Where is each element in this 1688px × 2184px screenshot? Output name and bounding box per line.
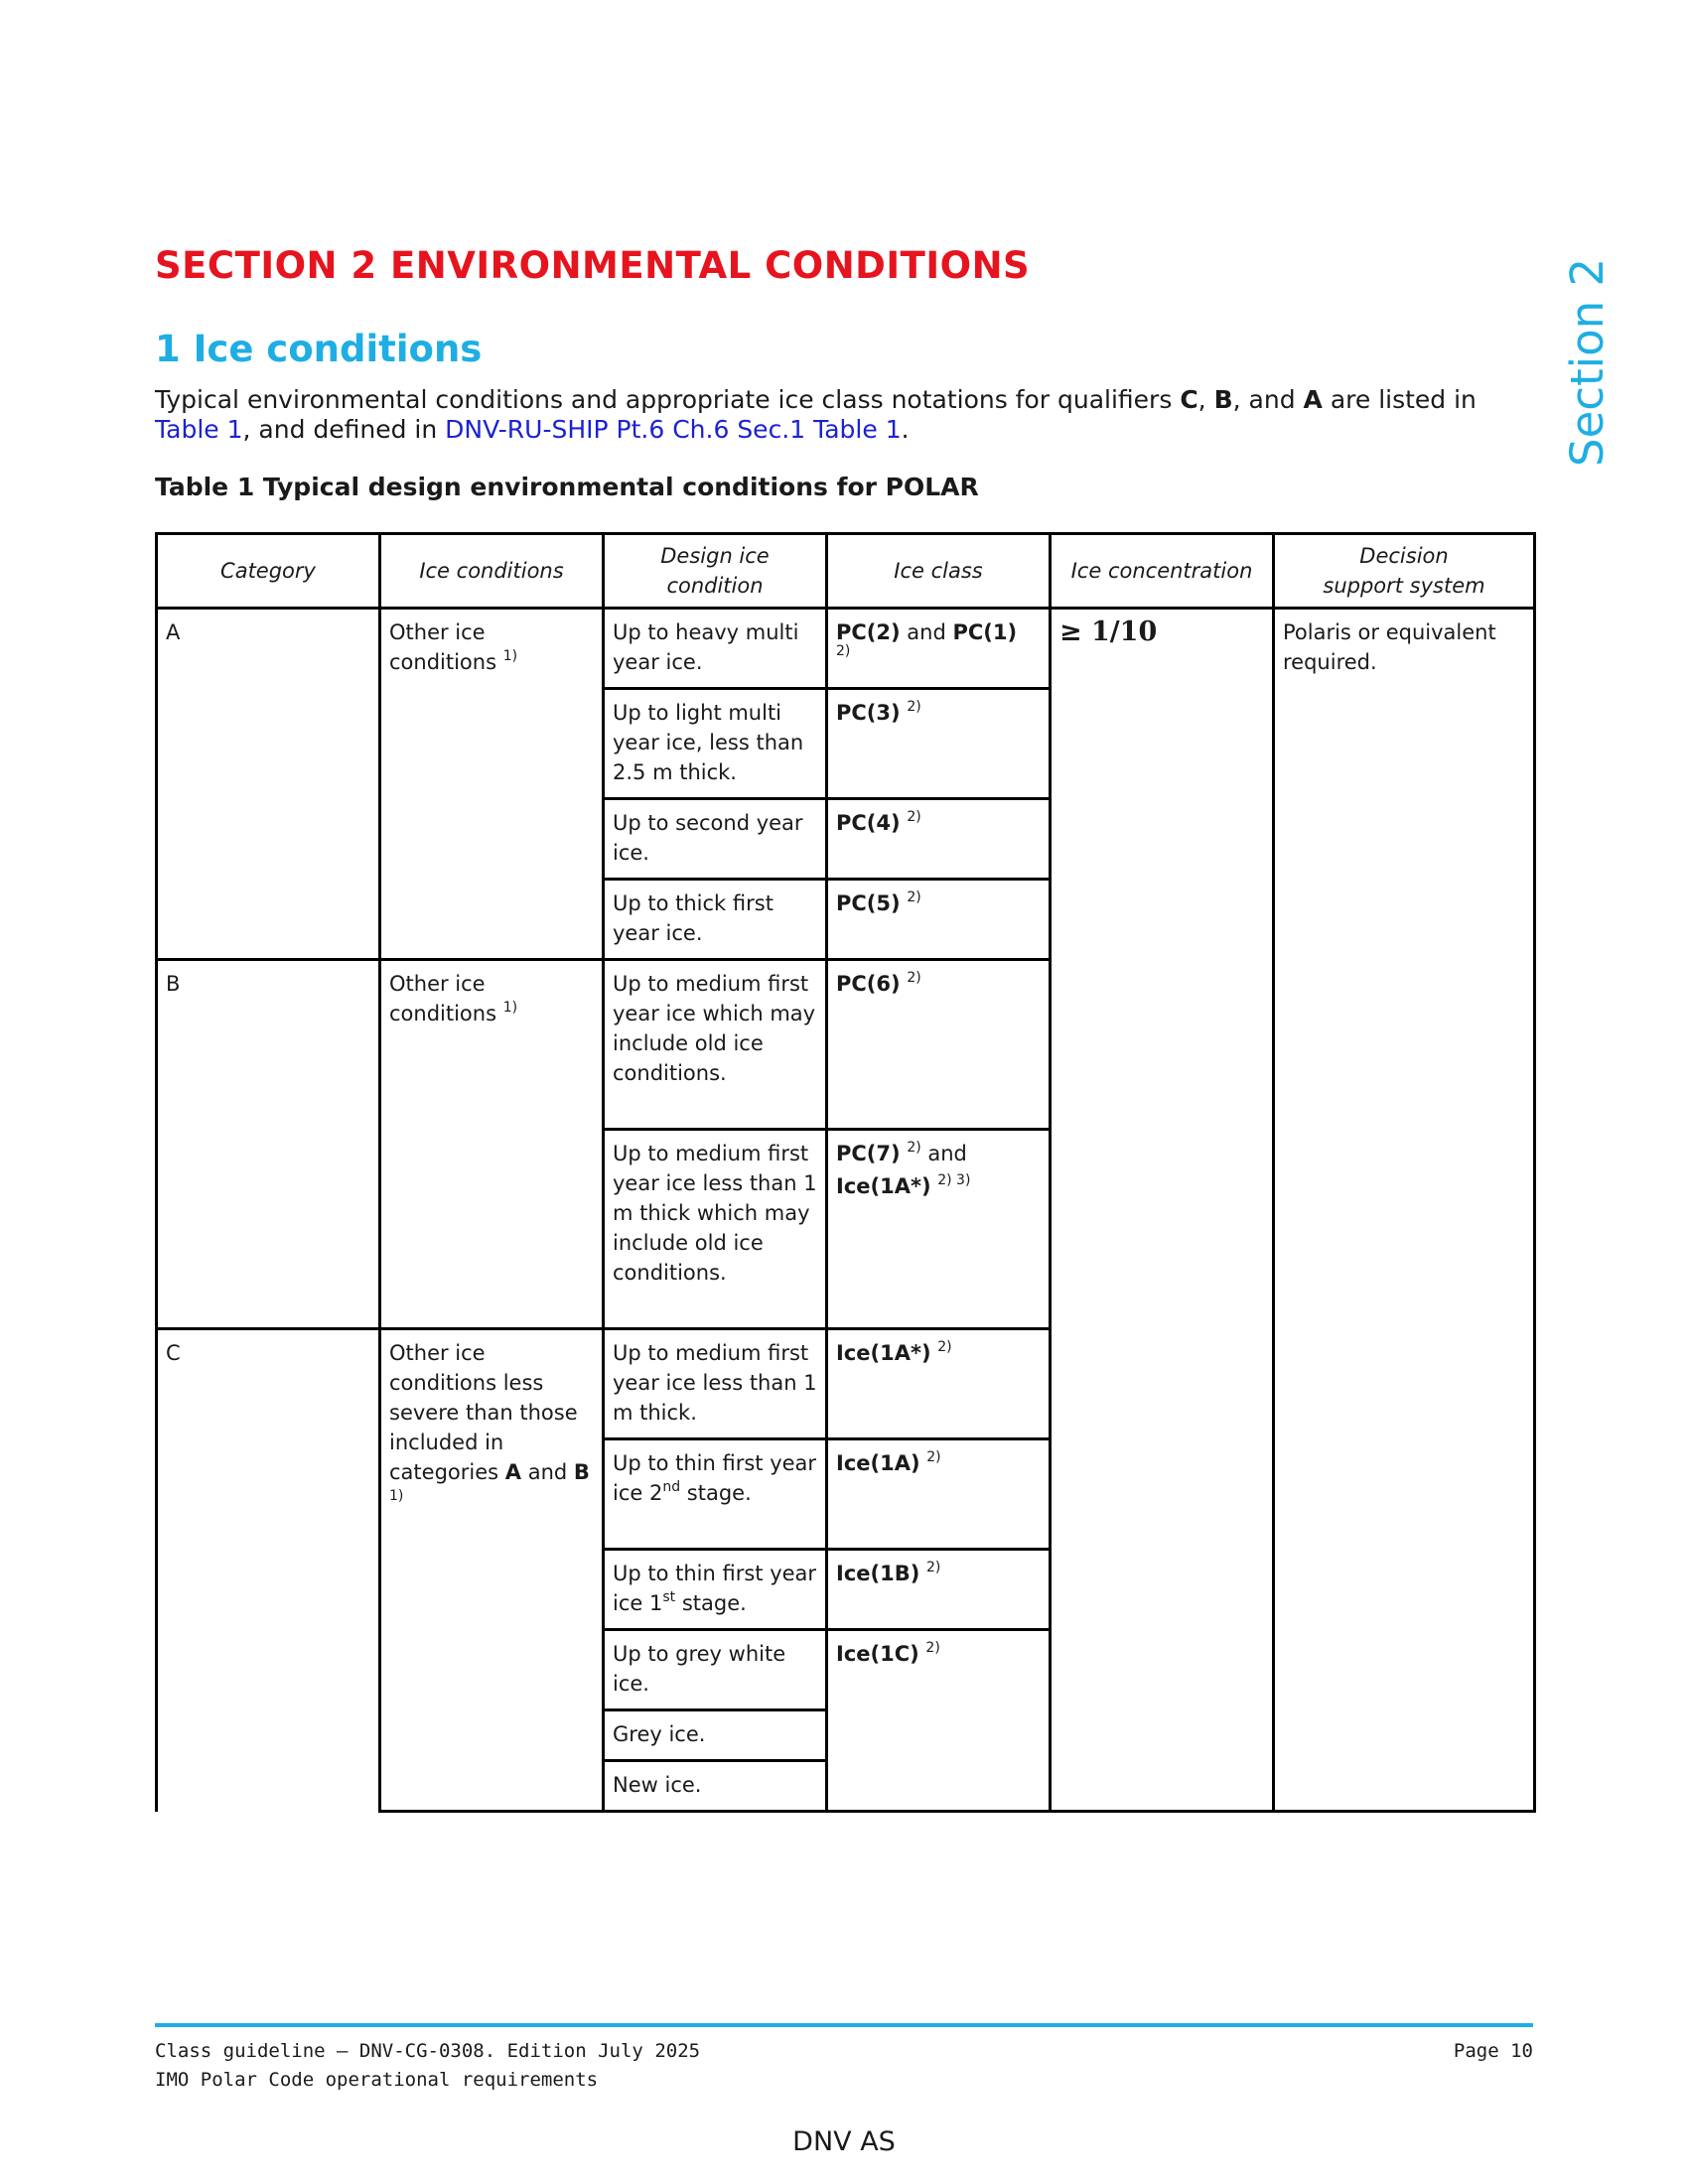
design-ice-cell: Up to medium first year ice less than 1 m thick. — [604, 1329, 827, 1439]
ice-class-cell: PC(3) $^{2)}$ — [827, 689, 1051, 799]
page-number: Page 10 — [1453, 2040, 1533, 2062]
section-heading: SECTION 2 ENVIRONMENTAL CONDITIONS — [155, 244, 1031, 287]
header-decision-support: Decision support system — [1274, 534, 1535, 609]
footer-document-title: Class guideline — DNV-CG-0308. Edition July 2025 — [155, 2040, 701, 2062]
ice-class-cell: Ice(1C) $^{2)}$ — [827, 1630, 1051, 1812]
intro-paragraph: Typical environmental conditions and appropriate ice class notations for qualifiers C, B, and A are listed in Table 1, and defined in DNV-RU-SHIP Pt.6 Ch.6 Sec.1 Table 1. — [155, 385, 1477, 444]
ice-class-cell: PC(4) $^{2)}$ — [827, 799, 1051, 880]
footer-divider — [155, 2023, 1533, 2027]
design-ice-cell: Up to thin first year ice 1st stage. — [604, 1550, 827, 1630]
ice-conditions-cell: Other ice conditions $^{1)}$ — [380, 960, 604, 1329]
table-header-row — [157, 534, 1535, 609]
header-category: Category — [157, 534, 380, 609]
design-ice-cell: Up to light multi year ice, less than 2.5 m thick. — [604, 689, 827, 799]
footer-document-info — [155, 2037, 700, 2095]
header-ice-concentration: Ice concentration — [1051, 534, 1274, 609]
design-ice-cell: Up to heavy multi year ice. — [604, 609, 827, 689]
ice-class-cell: PC(6) $^{2)}$ — [827, 960, 1051, 1130]
category-cell: C — [157, 1329, 380, 1812]
ice-concentration-cell: ≥ 1/10 — [1051, 609, 1274, 1812]
table-title: Table 1 Typical design environmental conditions for POLAR — [155, 473, 979, 501]
side-section-tab: Section 2 — [1561, 257, 1614, 467]
environmental-conditions-table — [155, 532, 1536, 1813]
rules-reference-link[interactable]: DNV-RU-SHIP Pt.6 Ch.6 Sec.1 Table 1 — [445, 415, 902, 444]
header-ice-conditions: Ice conditions — [380, 534, 604, 609]
ice-class-cell: Ice(1A) $^{2)}$ — [827, 1439, 1051, 1550]
ice-conditions-cell: Other ice conditions $^{1)}$ — [380, 609, 604, 960]
table-1-link[interactable]: Table 1 — [155, 415, 243, 444]
design-ice-cell: Up to medium first year ice which may include old ice conditions. — [604, 960, 827, 1130]
subsection-heading: 1 Ice conditions — [155, 328, 483, 370]
publisher-name: DNV AS — [792, 2126, 896, 2157]
ice-class-cell: PC(7) $^{2)}$ and Ice(1A*) $^{2) 3)}$ — [827, 1130, 1051, 1329]
design-ice-cell: New ice. — [604, 1761, 827, 1812]
ice-class-cell: Ice(1A*) $^{2)}$ — [827, 1329, 1051, 1439]
header-design-ice-condition: Design ice condition — [604, 534, 827, 609]
design-ice-cell: Up to second year ice. — [604, 799, 827, 880]
table-row — [157, 609, 1535, 689]
decision-support-cell: Polaris or equivalent required. — [1274, 609, 1535, 1812]
design-ice-cell: Grey ice. — [604, 1710, 827, 1761]
design-ice-cell: Up to thick first year ice. — [604, 880, 827, 960]
ice-class-cell: Ice(1B) $^{2)}$ — [827, 1550, 1051, 1630]
design-ice-cell: Up to grey white ice. — [604, 1630, 827, 1710]
footer-document-subtitle: IMO Polar Code operational requirements — [155, 2069, 599, 2091]
design-ice-cell: Up to thin first year ice 2nd stage. — [604, 1439, 827, 1550]
header-ice-class: Ice class — [827, 534, 1051, 609]
design-ice-cell: Up to medium first year ice less than 1 m thick which may include old ice conditions. — [604, 1130, 827, 1329]
ice-conditions-cell: Other ice conditions less severe than those included in categories A and B $^{1)}$ — [380, 1329, 604, 1812]
ice-class-cell: PC(5) $^{2)}$ — [827, 880, 1051, 960]
category-cell: A — [157, 609, 380, 960]
category-cell: B — [157, 960, 380, 1329]
ice-class-cell: PC(2) and PC(1) $^{2)}$ — [827, 609, 1051, 689]
